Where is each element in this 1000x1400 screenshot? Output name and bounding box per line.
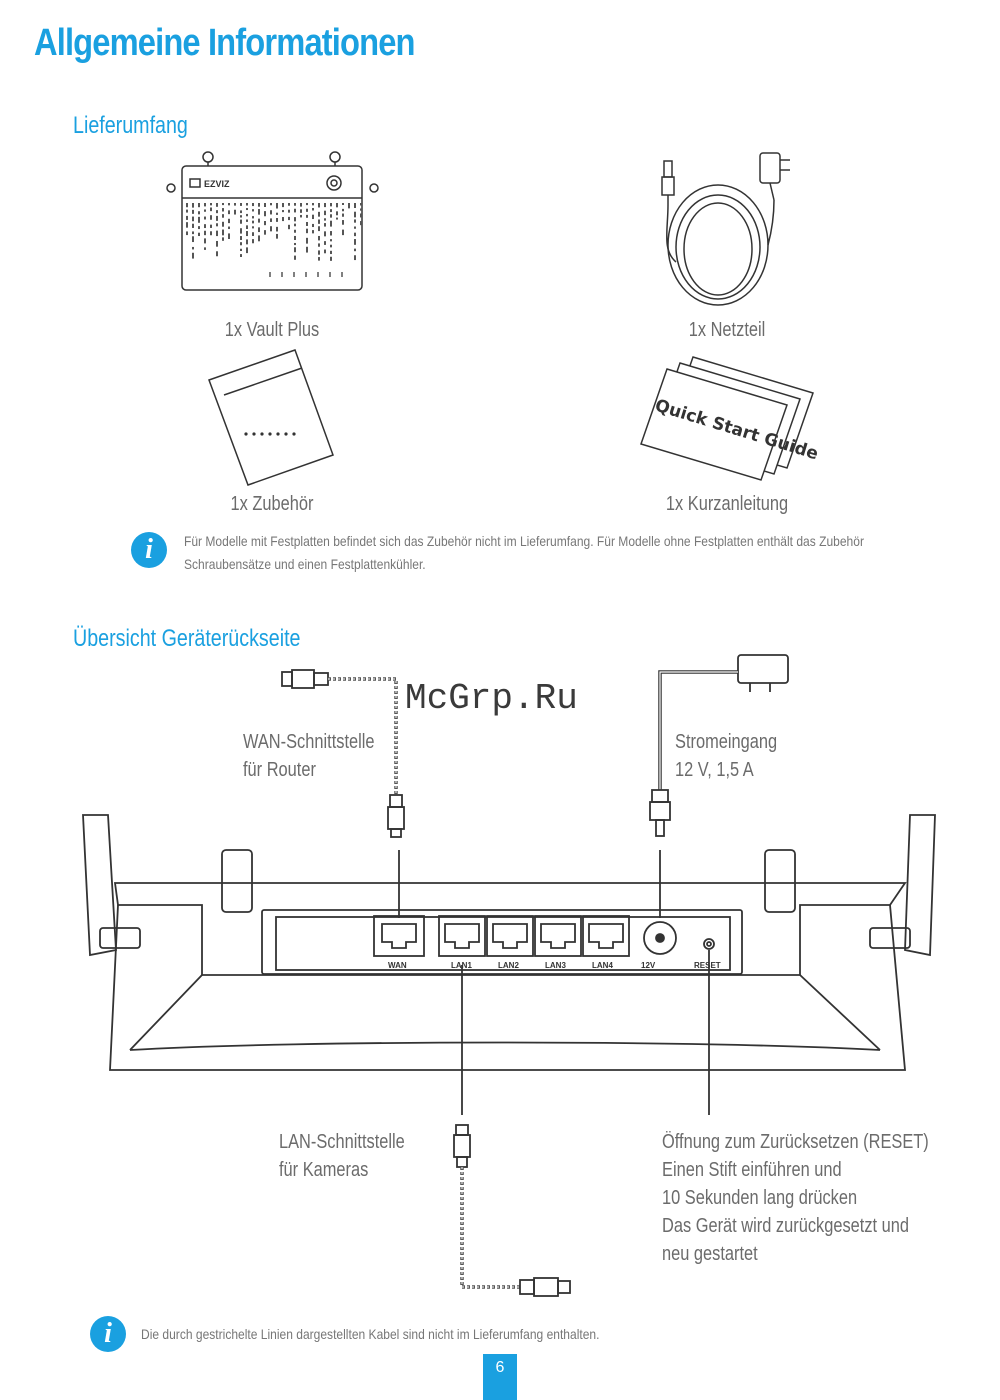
label-wan-line1: WAN-Schnittstelle <box>243 731 375 753</box>
device-logo: EZVIZ <box>204 179 230 189</box>
accessory-bag-icon <box>209 350 333 485</box>
caption-kurzanleitung: 1x Kurzanleitung <box>665 493 789 515</box>
label-lan-line1: LAN-Schnittstelle <box>279 1131 405 1153</box>
caption-netzteil: 1x Netzteil <box>688 319 766 341</box>
label-wan <box>243 728 375 784</box>
label-lan <box>279 1128 405 1184</box>
port-label-dc: 12V <box>641 961 656 970</box>
quick-start-guide-icon <box>641 357 821 480</box>
label-reset-line: Öffnung zum Zurücksetzen (RESET) <box>662 1131 929 1153</box>
label-lan-line2: für Kameras <box>279 1159 369 1181</box>
section-heading-rueckseite: Übersicht Geräterückseite <box>73 625 301 652</box>
label-reset-line: Einen Stift einführen und <box>662 1159 842 1181</box>
label-reset-line: neu gestartet <box>662 1243 758 1265</box>
guide-cover-text: Quick Start Guide <box>652 395 821 465</box>
caption-zubehoer: 1x Zubehör <box>230 493 314 515</box>
caption-vault-plus: 1x Vault Plus <box>224 319 320 341</box>
port-label-wan: WAN <box>388 961 407 970</box>
port-label-reset: RESET <box>694 961 721 970</box>
info-icon: i <box>90 1316 126 1352</box>
port-label-lan2: LAN2 <box>498 961 519 970</box>
note-line: Für Modelle mit Festplatten befindet sich das Zubehör nicht im Lieferumfang. Für Modelle ohne Festplatten enthält das Zubehör <box>184 533 864 549</box>
power-adapter-icon <box>662 153 790 305</box>
note-cables: Die durch gestrichelte Linien dargestellten Kabel sind nicht im Lieferumfang enthalten. <box>141 1326 600 1342</box>
page-title: Allgemeine Informationen <box>34 22 415 64</box>
port-label-lan4: LAN4 <box>592 961 613 970</box>
note-lieferumfang <box>184 530 864 576</box>
label-reset-line: Das Gerät wird zurückgesetzt und <box>662 1215 910 1237</box>
nvr-device-icon <box>167 152 378 290</box>
label-reset-line: 10 Sekunden lang drücken <box>662 1187 858 1209</box>
page-number: 6 <box>483 1354 517 1400</box>
label-power <box>675 728 777 784</box>
note-line: Schraubensätze und einen Festplattenkühler. <box>184 556 426 572</box>
port-label-lan3: LAN3 <box>545 961 566 970</box>
section-heading-lieferumfang: Lieferumfang <box>73 112 188 139</box>
info-icon: i <box>131 532 167 568</box>
port-label-lan1: LAN1 <box>451 961 472 970</box>
watermark: McGrp.Ru <box>405 678 578 719</box>
port-labels <box>388 961 721 970</box>
label-wan-line2: für Router <box>243 759 316 781</box>
label-power-line2: 12 V, 1,5 A <box>675 759 754 781</box>
label-reset <box>662 1128 929 1268</box>
label-power-line1: Stromeingang <box>675 731 778 753</box>
